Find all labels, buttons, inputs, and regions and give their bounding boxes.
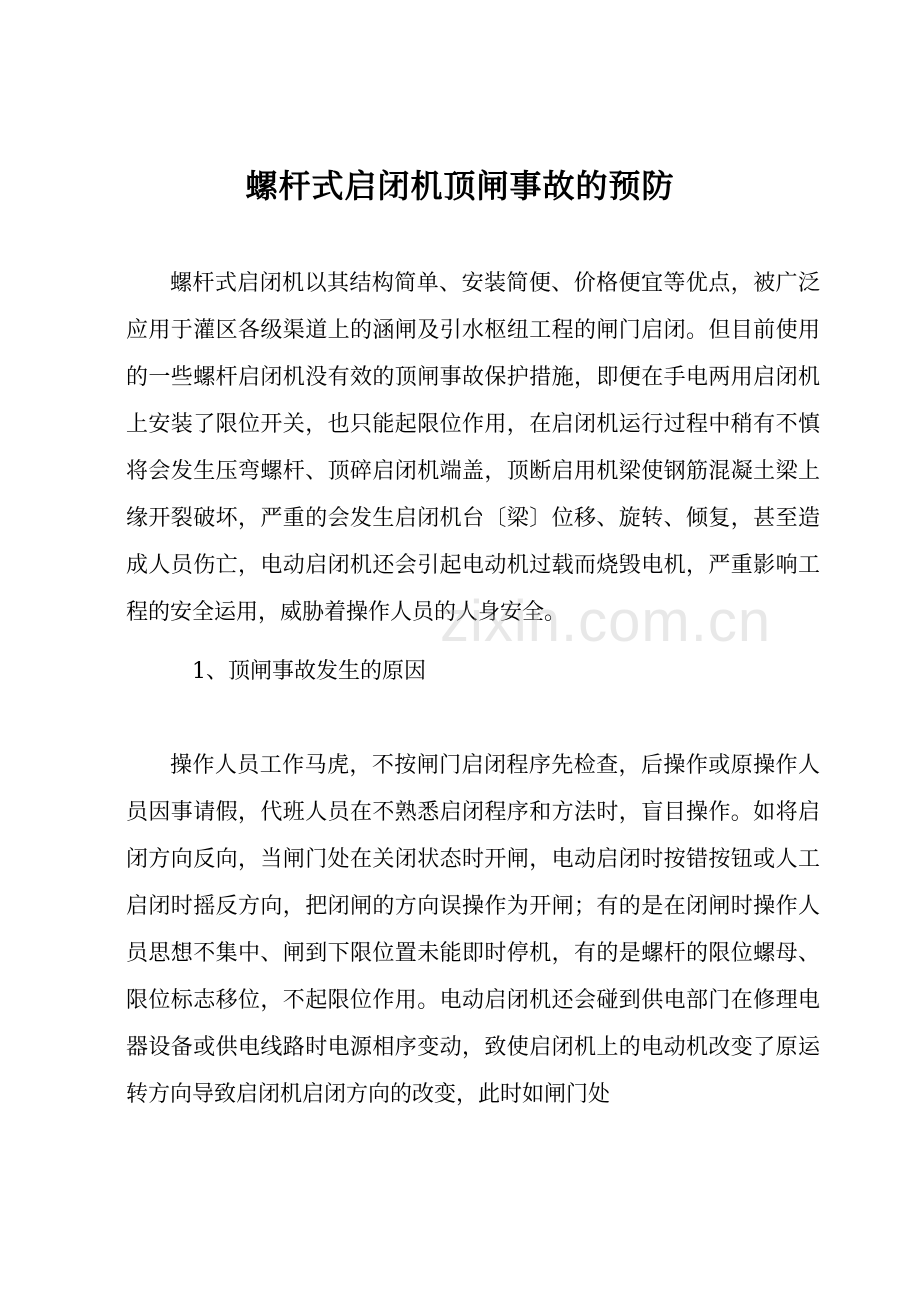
paragraph-intro: 螺杆式启闭机以其结构简单、安装简便、价格便宜等优点，被广泛应用于灌区各级渠道上的涵闸及引水枢纽工程的闸门启闭。但目前使用的一些螺杆启闭机没有效的顶闸事故保护措施，即便在手电两用启闭机上安装了限位开关，也只能起限位作用，在启闭机运行过程中稍有不慎将会发生压弯螺杆、顶碎启闭机端盖，顶断启用机梁使钢筋混凝土梁上缘开裂破坏，严重的会发生启闭机台〔梁〕位移、旋转、倾复，甚至造成人员伤亡，电动启闭机还会引起电动机过载而烧毁电机，严重影响工程的安全运用，威胁着操作人员的人身安全。 — [126, 271, 820, 625]
watermark: zixin.com.cn — [440, 589, 772, 654]
page-title: 螺杆式启闭机顶闸事故的预防 — [245, 167, 675, 205]
paragraph-causes: 操作人员工作马虎，不按闸门启闭程序先检查，后操作或原操作人员因事请假，代班人员在不熟悉启闭程序和方法时，盲目操作。如将启闭方向反向，当闸门处在关闭状态时开闸，电动启闭时按错按钮或人工启闭时摇反方向，把闭闸的方向误操作为开闸；有的是在闭闸时操作人员思想不集中、闸到下限位置未能即时停机，有的是螺杆的限位螺母、限位标志移位，不起限位作用。电动启闭机还会碰到供电部门在修理电器设备或供电线路时电源相序变动，致使启闭机上的电动机改变了原运转方向导致启闭机启闭方向的改变，此时如闸门处 — [126, 753, 820, 1107]
section-heading: 1、顶闸事故发生的原因 — [192, 659, 426, 684]
